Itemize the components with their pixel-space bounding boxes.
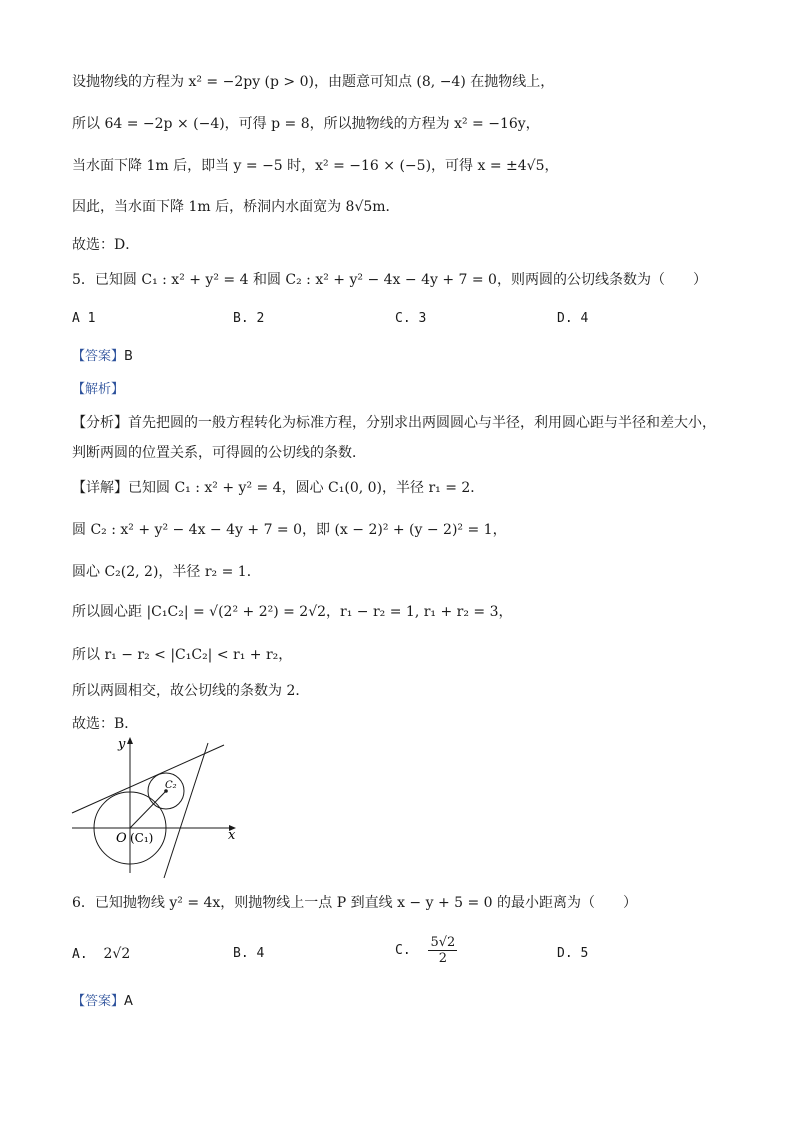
q6-option-a-value: 2√2	[103, 946, 131, 962]
answer-6	[72, 992, 133, 1012]
analysis-line: 所以两圆相交，故公切线的条数为 2．	[72, 683, 310, 699]
q6-option-c-letter: C.	[395, 943, 411, 958]
q5-option-c: C. 3	[395, 311, 427, 326]
analysis-line: 所以 r₁ − r₂ < |C₁C₂| < r₁ + r₂，	[72, 647, 293, 663]
circles-figure	[68, 733, 268, 883]
analysis-title: 【解析】	[72, 382, 125, 397]
answer-value: A	[124, 994, 133, 1009]
answer-tag: 【答案】	[72, 349, 125, 364]
y-axis-label: y	[118, 737, 126, 752]
tangent-line-2	[164, 743, 208, 878]
origin-label: O	[116, 831, 127, 846]
text-line: 当水面下降 1m 后，即当 y = −5 时，x² = −16 × (−5)，可得 x = ±4√5，	[72, 158, 559, 174]
fraction-denominator: 2	[438, 951, 448, 966]
answer-value: B	[124, 349, 133, 364]
y-axis-arrow	[127, 737, 133, 744]
analysis-line: 【详解】已知圆 C₁ : x² + y² = 4，圆心 C₁(0, 0)，半径 r₁ = 2．	[72, 480, 485, 496]
answer-5	[72, 347, 133, 367]
x-axis-label: x	[228, 828, 236, 843]
analysis-line: 所以圆心距 |C₁C₂| = √(2² + 2²) = 2√2，r₁ − r₂ = 1, r₁ + r₂ = 3，	[72, 604, 513, 620]
answer-tag: 【答案】	[72, 994, 125, 1009]
question-6: 6．已知抛物线 y² = 4x，则抛物线上一点 P 到直线 x − y + 5 = 0 的最小距离为（ ）	[72, 895, 638, 911]
q5-option-d: D. 4	[557, 311, 589, 326]
c2-label: C₂	[165, 780, 177, 791]
q6-option-d: D. 5	[557, 946, 589, 961]
analysis-line: 【分析】首先把圆的一般方程转化为标准方程，分别求出两圆圆心与半径，利用圆心距与半径和差大小，	[72, 415, 716, 431]
text-line: 设抛物线的方程为 x² = −2py (p > 0)，由题意可知点 (8, −4) 在抛物线上，	[72, 74, 555, 90]
analysis-line: 圆心 C₂(2, 2)，半径 r₂ = 1．	[72, 564, 261, 580]
text-line: 因此，当水面下降 1m 后，桥洞内水面宽为 8√5m．	[72, 199, 400, 215]
analysis-line: 圆 C₂ : x² + y² − 4x − 4y + 7 = 0，即 (x − 2)² + (y − 2)² = 1，	[72, 522, 507, 538]
c1-label: (C₁)	[130, 831, 154, 845]
q6-option-c-fraction	[428, 935, 457, 966]
q6-option-a-letter: A.	[72, 947, 88, 962]
question-5: 5．已知圆 C₁ : x² + y² = 4 和圆 C₂ : x² + y² − 4x − 4y + 7 = 0，则两圆的公切线条数为（ ）	[72, 272, 707, 288]
tangent-line-1	[72, 745, 224, 813]
q6-option-a	[72, 945, 130, 964]
analysis-line: 判断两圆的位置关系，可得圆的公切线的条数．	[72, 445, 366, 461]
q6-option-c	[395, 935, 457, 966]
q5-option-a: A 1	[72, 311, 96, 326]
q5-option-b: B. 2	[233, 311, 265, 326]
fraction-numerator: 5√2	[430, 935, 456, 950]
q6-option-b: B. 4	[233, 946, 265, 961]
text-line: 故选：D．	[72, 237, 140, 253]
analysis-line: 故选：B．	[72, 716, 139, 732]
text-line: 所以 64 = −2p × (−4)，可得 p = 8，所以抛物线的方程为 x² = −16y，	[72, 116, 540, 132]
